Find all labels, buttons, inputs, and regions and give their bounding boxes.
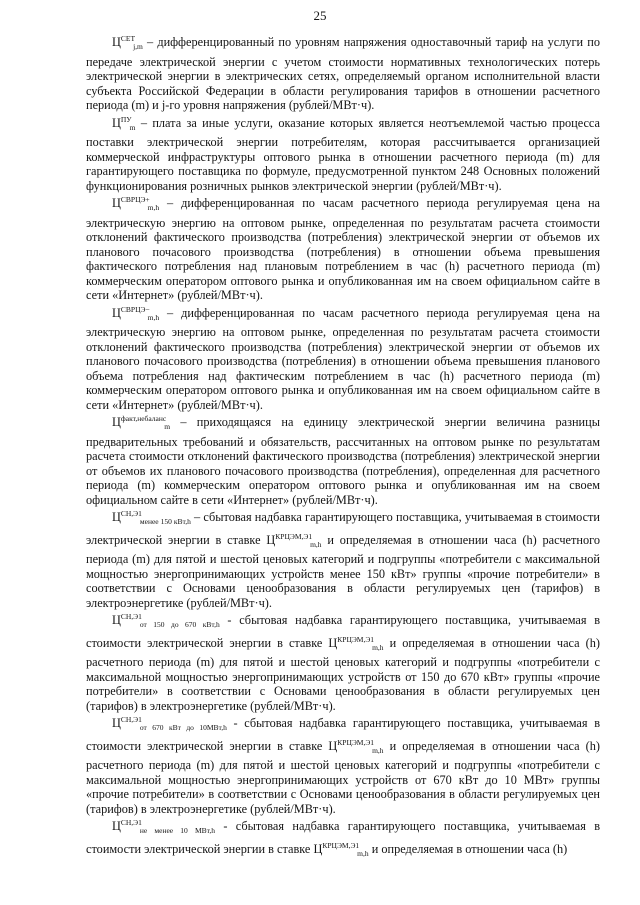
formula-symbol xyxy=(112,819,215,833)
symbol-subscript: m xyxy=(164,422,171,431)
symbol-subscript: m,h xyxy=(147,312,160,322)
symbol-subscript: m,h xyxy=(372,745,384,755)
symbol-subscript: m,h xyxy=(147,203,160,212)
formula-symbol xyxy=(112,415,170,429)
symbol-base: Ц xyxy=(112,510,121,524)
definition-paragraph xyxy=(86,816,600,861)
symbol-superscript: КРЦЭМ,Э1 xyxy=(337,737,375,747)
inline-formula-symbol xyxy=(328,739,383,753)
symbol-base: Ц xyxy=(112,415,121,429)
definition-text: – приходящаяся на единицу электрической энергии величина разницы предварительных требований и обязательств, рассчитанных на оптовом рынке по результатам расчета стоимости отклонений фактического производства (потребления) электрической энергии от объемов их планового почасового производства (потребления), определенная для расчетного периода (m) коммерческим оператором оптового рынка и опубликованная им на своем официальном сайте в сети «Интернет» (рублей/МВт·ч). xyxy=(86,415,600,507)
formula-symbol xyxy=(112,613,220,627)
formula-symbol xyxy=(112,716,227,730)
symbol-superscript: факт,небаланс xyxy=(120,414,167,423)
symbol-superscript: СН,Э1 xyxy=(120,612,142,621)
definition-paragraph xyxy=(86,193,600,303)
page-number: 25 xyxy=(313,8,327,23)
symbol-superscript: СН,Э1 xyxy=(120,509,142,518)
formula-symbol xyxy=(112,196,159,210)
symbol-superscript: КРЦЭМ,Э1 xyxy=(275,531,313,541)
definition-text: – дифференцированный по уровням напряжения одноставочный тариф на услуги по передаче электрической энергии с учетом стоимости нормативных технологических потерь электрической энергии в электрических сетях, определяемый органом исполнительной власти субъекта Российской Федерации в области регулирования тарифов в отношении расчетного периода (m) и j-го уровня напряжения (рублей/МВт·ч). xyxy=(86,35,600,112)
symbol-subscript: от 150 до 670 кВт,h xyxy=(139,620,220,629)
symbol-superscript: СН,Э1 xyxy=(120,715,142,724)
definition-text: - сбытовая надбавка гарантирующего поставщика, учитываемая в стоимости электрической энергии в ставке xyxy=(86,613,601,650)
formula-symbol xyxy=(112,35,143,49)
definition-text: - сбытовая надбавка гарантирующего поставщика, учитываемая в стоимости электрической энергии в ставке xyxy=(86,819,601,856)
symbol-subscript: m,h xyxy=(372,642,384,652)
definition-text: и определяемая в отношении часа (h) расчетного периода (m) для пятой и шестой ценовых категорий и подгруппы «потребители с максимальной мощностью энергопринимающих устройств от 150 до 670 кВт» группы «прочие потребители» в соответствии с Основами ценообразования в области регулируемых цен (тарифов) в электроэнергетике (рублей/МВт·ч). xyxy=(86,635,600,713)
definition-paragraph xyxy=(86,113,600,194)
formula-symbol xyxy=(112,116,135,130)
symbol-subscript: m,h xyxy=(310,539,322,549)
inline-formula-symbol xyxy=(328,636,383,650)
definition-text: и определяемая в отношении часа (h) расчетного периода (m) для пятой и шестой ценовых категорий и подгруппы «потребители с максимальной мощностью энергопринимающих устройств менее 150 кВт» группы «прочие потребители» в соответствии с Основами ценообразования в области регулируемых цен (тарифов) в электроэнергетике (рублей/МВт·ч). xyxy=(86,532,600,610)
symbol-base: Ц xyxy=(112,819,121,833)
definition-text: – дифференцированная по часам расчетного периода регулируемая цена на электрическую энергию на оптовом рынке, определенная по результатам расчета стоимости отклонений фактического производства (потребления) электрической энергии от объемов их планового почасового производства (потребления) в отношении объема превышения планового объема потребления над фактическим потреблением в час (h) расчетного периода (m) коммерческим оператором оптового рынка и опубликованная им на своем официальном сайте в сети «Интернет» (рублей/МВт·ч). xyxy=(86,305,600,412)
symbol-base: Ц xyxy=(112,196,121,210)
definition-text: – сбытовая надбавка гарантирующего поставщика, учитываемая в стоимости электрической энергии в ставке xyxy=(86,510,600,547)
symbol-base: Ц xyxy=(328,738,338,753)
symbol-base: Ц xyxy=(328,635,338,650)
symbol-base: Ц xyxy=(112,716,121,730)
symbol-base: Ц xyxy=(266,532,276,547)
symbol-subscript: m xyxy=(129,122,136,132)
symbol-subscript: менее 150 кВт,h xyxy=(139,517,191,526)
symbol-superscript: КРЦЭМ,Э1 xyxy=(337,634,375,644)
symbol-subscript: m,h xyxy=(357,848,369,858)
definition-paragraph xyxy=(86,713,600,816)
inline-formula-symbol xyxy=(266,533,321,547)
symbol-base: Ц xyxy=(313,841,323,856)
formula-symbol xyxy=(112,306,159,320)
definition-text: и определяемая в отношении часа (h) xyxy=(368,841,568,856)
symbol-subscript: не менее 10 МВт,h xyxy=(139,826,215,835)
symbol-superscript: КРЦЭМ,Э1 xyxy=(322,840,360,850)
symbol-base: Ц xyxy=(112,35,121,49)
symbol-superscript: СЕТ xyxy=(120,34,136,43)
symbol-superscript: СВРЦЭ− xyxy=(120,304,150,314)
symbol-superscript: СН,Э1 xyxy=(120,818,142,827)
definition-paragraph xyxy=(86,610,600,713)
symbol-base: Ц xyxy=(112,115,121,130)
definition-text: – плата за иные услуги, оказание которых является неотъемлемой частью процесса поставки электрической энергии потребителям, которая рассчитывается организацией коммерческой инфраструктуры оптового рынка в отношении расчетного периода (m) для гарантирующего поставщика по формуле, предусмотренной пунктом 248 Основных положений функционирования розничных рынков электрической энергии (рублей/МВт·ч). xyxy=(86,115,600,193)
symbol-base: Ц xyxy=(112,305,121,320)
inline-formula-symbol xyxy=(313,842,368,856)
definition-paragraph xyxy=(86,303,600,413)
formula-symbol xyxy=(112,510,191,524)
definition-paragraph xyxy=(86,32,600,113)
document-body xyxy=(86,32,600,861)
definition-text: и определяемая в отношении часа (h) расчетного периода (m) для пятой и шестой ценовых категорий и подгруппы «потребители с максимальной мощностью энергопринимающих устройств от 670 кВт до 10 МВт» группы «прочие потребители» в соответствии с Основами ценообразования в области регулируемых цен (тарифов) в электроэнергетике (рублей/МВт·ч). xyxy=(86,738,600,816)
definition-text: – дифференцированная по часам расчетного периода регулируемая цена на электрическую энергию на оптовом рынке, определенная по результатам расчета стоимости отклонений фактического производства (потребления) электрической энергии от объемов их планового почасового производства (потребления) в отношении объема превышения фактического потребления над плановым потреблением в час (h) расчетного периода (m) коммерческим оператором оптового рынка и опубликованная им на своем официальном сайте в сети «Интернет» (рублей/МВт·ч). xyxy=(86,196,600,302)
symbol-subscript: от 670 кВт до 10МВт,h xyxy=(139,723,227,732)
symbol-subscript: j,m xyxy=(133,42,143,51)
symbol-base: Ц xyxy=(112,613,121,627)
definition-text: - сбытовая надбавка гарантирующего поставщика, учитываемая в стоимости электрической энергии в ставке xyxy=(86,716,601,753)
symbol-superscript: СВРЦЭ+ xyxy=(120,195,150,204)
definition-paragraph xyxy=(86,507,600,610)
definition-paragraph xyxy=(86,412,600,507)
symbol-superscript: ПУ xyxy=(120,114,132,124)
